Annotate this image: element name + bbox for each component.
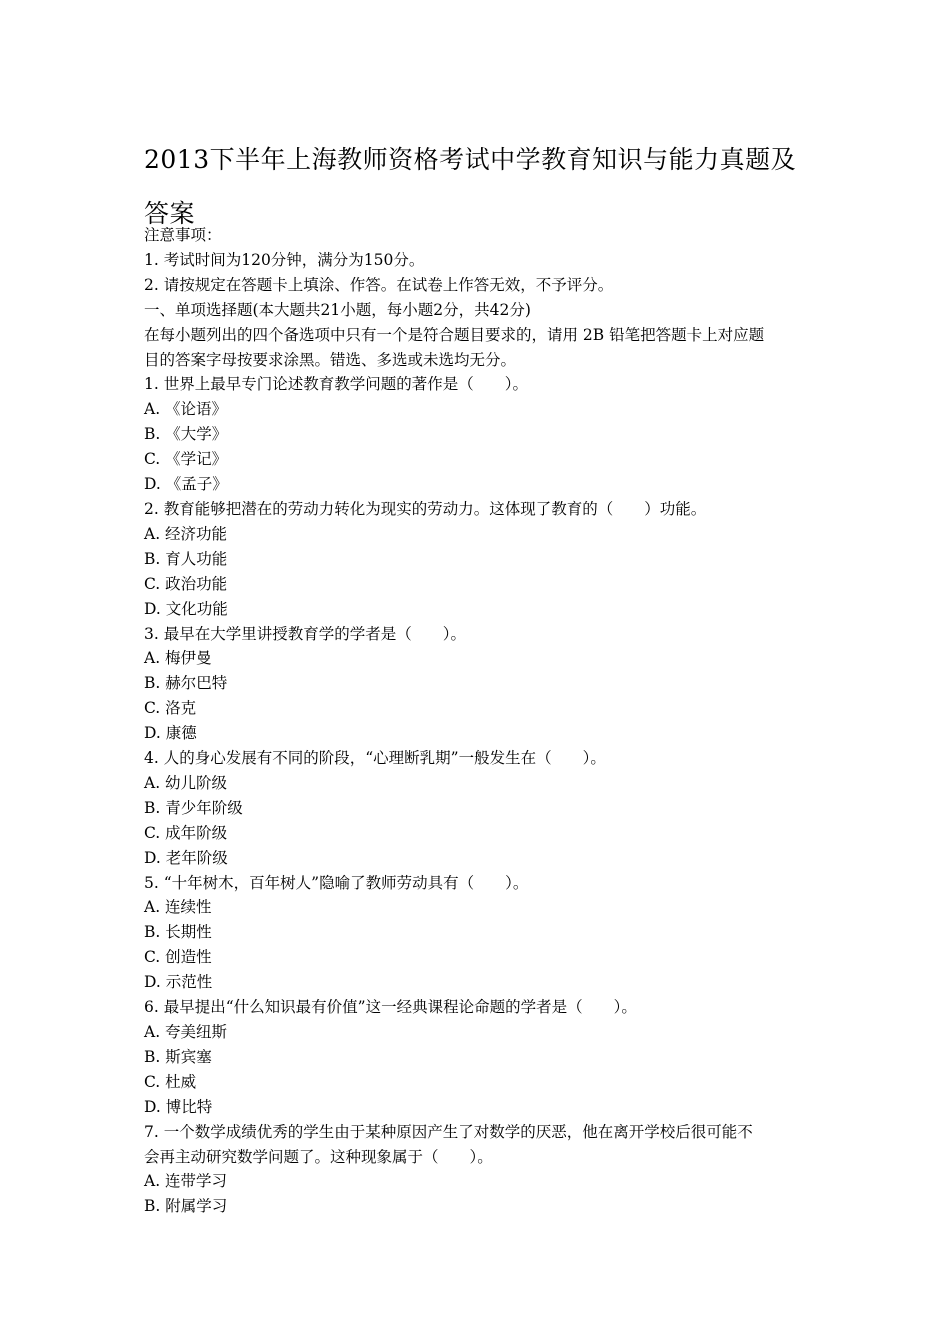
answer-option: A. 夸美纽斯 (144, 1023, 228, 1041)
answer-option: B. 赫尔巴特 (144, 674, 228, 693)
section-instruction: 目的答案字母按要求涂黑。错选、多选或未选均无分。 (144, 350, 517, 369)
notes-heading: 注意事项： (144, 226, 222, 244)
answer-option: A. 《论语》 (144, 400, 228, 419)
question-stem: 1. 世界上最早专门论述教育教学问题的著作是（ ）。 (144, 375, 528, 394)
answer-option: B. 《大学》 (144, 425, 228, 444)
question-item (144, 1120, 814, 1220)
answer-option: D. 老年阶级 (144, 848, 228, 867)
answer-option: B. 附属学习 (144, 1197, 228, 1216)
title-line: 答案 (144, 199, 196, 228)
question-item (144, 497, 814, 622)
question-stem: 7. 一个数学成绩优秀的学生由于某种原因产生了对数学的厌恶，他在离开学校后很可能不 (144, 1122, 753, 1141)
notes-item: 1. 考试时间为120分钟，满分为150分。 (144, 250, 425, 269)
question-item (144, 995, 814, 1120)
answer-option: C. 创造性 (144, 948, 212, 967)
answer-option: D. 康德 (144, 724, 197, 743)
question-stem: 2. 教育能够把潜在的劳动力转化为现实的劳动力。这体现了教育的（ ）功能。 (144, 499, 707, 518)
question-item (144, 372, 814, 497)
answer-option: B. 长期性 (144, 923, 212, 942)
answer-option: D. 文化功能 (144, 599, 228, 618)
answer-option: C. 杜威 (144, 1072, 197, 1091)
answer-option: A. 梅伊曼 (144, 649, 212, 668)
section-instruction: 在每小题列出的四个备选项中只有一个是符合题目要求的，请用 2B 铅笔把答题卡上对应题 (144, 325, 765, 344)
section-heading: 一、单项选择题(本大题共21小题，每小题2分，共42分) (144, 300, 531, 319)
answer-option: D. 博比特 (144, 1097, 213, 1116)
answer-option: A. 连续性 (144, 898, 212, 917)
answer-option: C. 《学记》 (144, 450, 228, 469)
answer-option: B. 育人功能 (144, 549, 228, 568)
answer-option: A. 连带学习 (144, 1172, 228, 1191)
answer-option: C. 成年阶级 (144, 823, 228, 842)
question-stem: 6. 最早提出“什么知识最有价值”这一经典课程论命题的学者是（ ）。 (144, 998, 637, 1017)
answer-option: D. 《孟子》 (144, 475, 228, 494)
title-line: 2013下半年上海教师资格考试中学教育知识与能力真题及 (144, 145, 797, 174)
question-stem: 4. 人的身心发展有不同的阶段，“心理断乳期”一般发生在（ ）。 (144, 749, 606, 768)
answer-option: A. 经济功能 (144, 524, 228, 543)
question-item (144, 746, 814, 871)
answer-option: D. 示范性 (144, 973, 213, 992)
answer-option: C. 洛克 (144, 699, 197, 718)
answer-option: B. 青少年阶级 (144, 798, 243, 817)
answer-option: C. 政治功能 (144, 574, 228, 593)
notes-item: 2. 请按规定在答题卡上填涂、作答。在试卷上作答无效，不予评分。 (144, 275, 614, 294)
question-stem: 3. 最早在大学里讲授教育学的学者是（ ）。 (144, 624, 466, 643)
question-item (144, 871, 814, 996)
question-item (144, 622, 814, 747)
question-stem: 会再主动研究数学问题了。这种现象属于（ ）。 (144, 1147, 493, 1166)
question-stem: 5. “十年树木，百年树人”隐喻了教师劳动具有（ ）。 (144, 873, 529, 892)
document-body (144, 223, 814, 1219)
answer-option: B. 斯宾塞 (144, 1047, 212, 1066)
question-list (144, 372, 814, 1219)
answer-option: A. 幼儿阶级 (144, 773, 228, 792)
